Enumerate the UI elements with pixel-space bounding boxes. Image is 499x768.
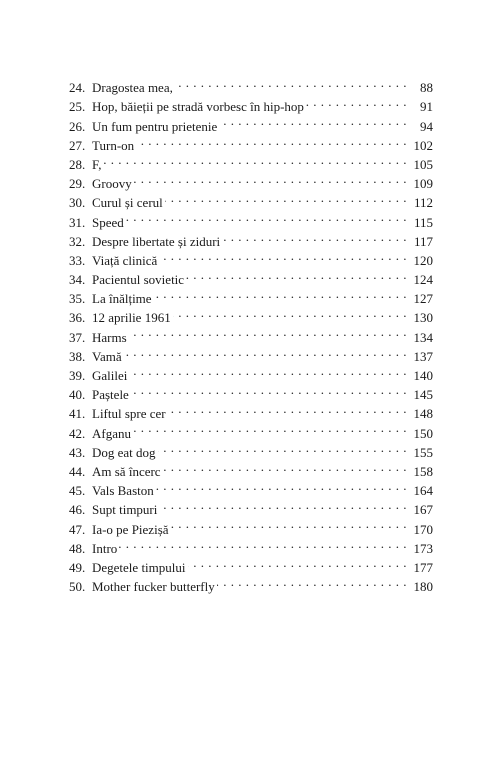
toc-entry-page-number: 88 bbox=[420, 80, 433, 96]
toc-entry-page-number: 115 bbox=[413, 214, 433, 230]
toc-dot-leader bbox=[171, 514, 407, 533]
toc-entry-title: Vals Baston bbox=[92, 483, 154, 499]
toc-entry-title: Vamă bbox=[92, 348, 122, 364]
toc-entry-page-number: 150 bbox=[413, 425, 433, 441]
toc-dot-leader bbox=[175, 73, 407, 92]
toc-entry-title: Degetele timpului bbox=[92, 559, 186, 575]
toc-entry-title: Liftul spre cer bbox=[92, 406, 166, 422]
toc-dot-leader bbox=[129, 361, 407, 380]
toc-dot-leader bbox=[306, 92, 407, 111]
toc-entry-number: 25. bbox=[69, 99, 86, 115]
toc-entry-page-number: 177 bbox=[413, 559, 433, 575]
toc-entry-number: 27. bbox=[69, 137, 86, 153]
toc-entry-title: Paștele bbox=[92, 387, 129, 403]
toc-entry bbox=[69, 150, 433, 172]
toc-entry-title: La înălțime bbox=[92, 291, 152, 307]
toc-entry-title: Hop, băieții pe stradă vorbesc în hip-hop bbox=[92, 99, 304, 115]
toc-entry-page-number: 137 bbox=[413, 348, 433, 364]
toc-entry-title: Curul și cerul bbox=[92, 195, 163, 211]
toc-dot-leader bbox=[163, 457, 407, 476]
toc-dot-leader bbox=[159, 246, 407, 265]
toc-entry-number: 29. bbox=[69, 176, 86, 192]
toc-entry-title: Turn-on bbox=[92, 137, 135, 153]
toc-dot-leader bbox=[154, 284, 407, 303]
toc-entry-number: 30. bbox=[69, 195, 86, 211]
toc-entry-page-number: 94 bbox=[420, 118, 433, 134]
table-of-contents bbox=[69, 73, 433, 595]
toc-dot-leader bbox=[168, 399, 407, 418]
toc-entry-title: F, bbox=[92, 156, 102, 172]
toc-entry-number: 49. bbox=[69, 559, 86, 575]
toc-dot-leader bbox=[165, 188, 407, 207]
toc-entry-number: 44. bbox=[69, 463, 86, 479]
toc-entry-number: 39. bbox=[69, 368, 86, 383]
toc-dot-leader bbox=[133, 418, 407, 437]
toc-entry-title: Harms bbox=[92, 329, 127, 345]
toc-entry-page-number: 112 bbox=[413, 195, 433, 211]
toc-entry-title: Un fum pentru prietenie bbox=[92, 118, 218, 134]
toc-entry-title: Pacientul sovietic bbox=[92, 272, 185, 288]
toc-entry-number: 50. bbox=[69, 579, 86, 595]
toc-entry-title: Am să încerc bbox=[92, 463, 161, 479]
toc-dot-leader bbox=[159, 495, 407, 514]
toc-dot-leader bbox=[129, 322, 407, 341]
toc-entry-page-number: 145 bbox=[413, 387, 433, 403]
toc-entry-number: 36. bbox=[69, 310, 86, 326]
toc-entry-number: 38. bbox=[69, 348, 86, 364]
toc-entry-page-number: 105 bbox=[413, 156, 433, 172]
toc-entry-title: Groovy bbox=[92, 176, 132, 192]
toc-dot-leader bbox=[131, 380, 407, 399]
toc-entry-number: 31. bbox=[69, 214, 86, 230]
toc-entry-page-number: 109 bbox=[413, 176, 433, 192]
toc-dot-leader bbox=[173, 303, 407, 322]
toc-entry-page-number: 164 bbox=[413, 483, 433, 499]
toc-entry-title: 12 aprilie 1961 bbox=[92, 310, 171, 326]
toc-dot-leader bbox=[103, 150, 407, 169]
toc-entry-page-number: 130 bbox=[413, 310, 433, 326]
toc-entry-title: Speed bbox=[92, 214, 124, 230]
toc-entry-page-number: 170 bbox=[413, 521, 433, 537]
toc-entry-page-number: 148 bbox=[413, 406, 433, 422]
toc-entry bbox=[69, 342, 433, 364]
toc-entry-title: Viață clinică bbox=[92, 252, 158, 268]
toc-dot-leader bbox=[217, 572, 407, 591]
toc-entry-number: 48. bbox=[69, 540, 86, 556]
toc-entry bbox=[69, 73, 433, 96]
toc-dot-leader bbox=[124, 342, 407, 361]
toc-dot-leader bbox=[126, 207, 407, 226]
toc-entry-title: Intro bbox=[92, 540, 118, 556]
toc-entry-title: Afganu bbox=[92, 425, 131, 441]
toc-entry-page-number: 102 bbox=[413, 137, 433, 153]
toc-dot-leader bbox=[186, 265, 407, 284]
toc-entry bbox=[69, 534, 433, 556]
toc-dot-leader bbox=[156, 476, 407, 495]
toc-entry-number: 26. bbox=[69, 118, 86, 134]
toc-dot-leader bbox=[119, 534, 407, 553]
toc-entry-page-number: 158 bbox=[413, 463, 433, 479]
toc-entry-title: Supt timpuri bbox=[92, 502, 158, 518]
toc-entry-number: 42. bbox=[69, 425, 86, 441]
toc-entry-number: 28. bbox=[69, 156, 86, 172]
toc-entry-page-number: 180 bbox=[413, 579, 433, 595]
toc-entry-page-number: 167 bbox=[413, 502, 433, 518]
toc-entry-page-number: 117 bbox=[413, 233, 433, 249]
toc-entry-number: 35. bbox=[69, 291, 86, 307]
toc-entry-page-number: 91 bbox=[420, 99, 433, 115]
toc-entry-page-number: 120 bbox=[413, 252, 433, 268]
toc-entry-number: 47. bbox=[69, 521, 86, 537]
toc-entry-title: Mother fucker butterfly bbox=[92, 579, 215, 595]
toc-entry bbox=[69, 169, 433, 192]
toc-entry-number: 32. bbox=[69, 233, 86, 249]
toc-entry-number: 33. bbox=[69, 252, 86, 268]
toc-entry-number: 24. bbox=[69, 80, 86, 96]
toc-dot-leader bbox=[219, 111, 407, 130]
toc-dot-leader bbox=[158, 438, 407, 457]
toc-entry-page-number: 155 bbox=[413, 444, 433, 460]
toc-dot-leader bbox=[136, 131, 407, 150]
toc-dot-leader bbox=[134, 169, 407, 188]
toc-dot-leader bbox=[188, 553, 407, 572]
toc-entry-title: Dog eat dog bbox=[92, 444, 156, 460]
toc-entry-title: Galilei bbox=[92, 368, 128, 383]
toc-entry-title: Ia-o pe Piezișă bbox=[92, 521, 169, 537]
toc-entry-page-number: 124 bbox=[413, 272, 433, 288]
toc-entry-title: Despre libertate și ziduri bbox=[92, 233, 221, 249]
toc-entry bbox=[69, 553, 433, 575]
toc-entry-number: 45. bbox=[69, 483, 86, 499]
toc-entry-number: 41. bbox=[69, 406, 86, 422]
toc-entry-number: 37. bbox=[69, 329, 86, 345]
toc-entry-title: Dragostea mea, bbox=[92, 80, 173, 96]
toc-entry-page-number: 134 bbox=[413, 329, 433, 345]
toc-entry-number: 40. bbox=[69, 387, 86, 403]
toc-dot-leader bbox=[222, 227, 407, 246]
toc-entry-page-number: 140 bbox=[413, 368, 433, 383]
toc-entry-number: 46. bbox=[69, 502, 86, 518]
toc-entry-number: 34. bbox=[69, 272, 86, 288]
toc-entry-number: 43. bbox=[69, 444, 86, 460]
toc-entry-page-number: 127 bbox=[413, 291, 433, 307]
toc-entry-page-number: 173 bbox=[413, 540, 433, 556]
